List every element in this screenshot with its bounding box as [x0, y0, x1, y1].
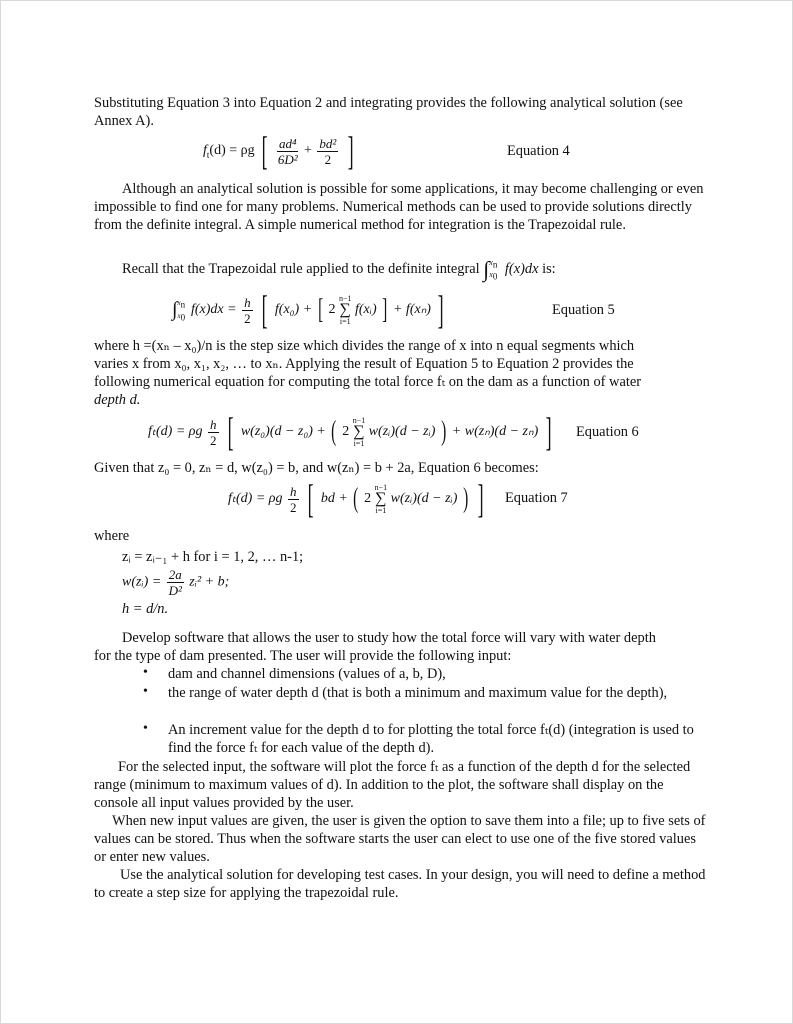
- def-h: h = d/n.: [122, 601, 169, 617]
- eq6-t0: w(z₀)(d − z₀) +: [240, 424, 326, 440]
- analytical-paragraph: Although an analytical solution is possible for some applications, it may become challenging or even impossible to find one for many problems. Numerical methods can be used to provide solutions directly from the definite integral. A simple numerical method for integration is the Trapezoidal rule.: [94, 181, 704, 233]
- eq4-lhs-arg: (d) = ρg: [209, 143, 255, 159]
- bullet-icon: •: [143, 721, 148, 736]
- recall-text-before: Recall that the Trapezoidal rule applied to the definite integral: [122, 260, 480, 277]
- recall-lower-sub: 0: [492, 271, 498, 282]
- eq5-f0: f(x₀) +: [274, 302, 313, 318]
- eq4-num1: ad⁴: [278, 135, 297, 151]
- def-z: zᵢ = zᵢ₋₁ + h for i = 1, 2, … n-1;: [122, 549, 304, 565]
- equation-5: $\int x_n$ $x_0$ f(x)dx = $\frac{h}{2}$ [ f(x₀) + [ 2 n−1 ∑ i=1 f(xᵢ) ] + f(xₙ) ]: [172, 287, 445, 332]
- def-w-den: D²: [168, 583, 182, 598]
- eq4-den2: 2: [324, 151, 332, 167]
- eq7-two-sum: 2: [364, 491, 372, 507]
- eq5-two-sum: 2: [328, 302, 336, 318]
- def-w-num: 2a: [168, 567, 182, 582]
- eq5-fi: f(xᵢ): [355, 302, 377, 318]
- eq6-ti: w(zᵢ)(d − zᵢ): [368, 424, 436, 440]
- eq7-t0: bd +: [320, 491, 348, 507]
- def-w: [122, 567, 229, 598]
- eq4-num2: bd²: [319, 135, 337, 151]
- eq5-sum-bot: i=1: [339, 317, 351, 326]
- equation-7-label: Equation 7: [505, 490, 568, 506]
- new-values-paragraph: When new input values are given, the user is given the option to save them into a file; up to five sets of values can be stored. Thus when the software starts the user can elect to use one of the five stored values or enter new values.: [94, 813, 706, 865]
- eq6-lhs: fₜ(d) = ρg: [148, 424, 203, 440]
- eq4-lhs-sub: t: [206, 150, 210, 161]
- equation-7: fₜ(d) = ρg $\frac{h}{2}$ [ bd + ( 2 n−1 ∑ i=1 w(zᵢ)(d − zᵢ) ) ]: [228, 476, 484, 521]
- bullet-icon: •: [143, 665, 148, 680]
- equation-4-label: Equation 4: [507, 143, 570, 159]
- bullet-item-3: An increment value for the depth d to for plotting the total force fₜ(d) (integration is used to find the force fₜ for each value of the depth d).: [168, 722, 694, 756]
- where-label: where: [94, 528, 130, 544]
- intro-paragraph: Substituting Equation 3 into Equation 2 and integrating provides the following analytical solution (see Annex A).: [94, 95, 683, 129]
- eq6-tn: + w(zₙ)(d − zₙ): [451, 424, 539, 440]
- eq7-h: h: [290, 483, 297, 499]
- where-h-line2: varies x from x₀, x₁, x₂, … to xₙ. Applying the result of Equation 5 to Equation 2 provides the: [94, 356, 634, 372]
- develop-line1: Develop software that allows the user to study how the total force will vary with water depth: [122, 630, 656, 646]
- recall-integrand: f(x)dx: [504, 260, 539, 277]
- bullet-item-2: the range of water depth d (that is both a minimum and maximum value for the depth),: [168, 685, 668, 701]
- eq6-sum-bot: i=1: [353, 439, 365, 448]
- develop-line2: for the type of dam presented. The user will provide the following input:: [94, 648, 512, 664]
- where-h-line4: depth d.: [94, 392, 141, 408]
- recall-lower: x: [489, 269, 493, 279]
- given-line: Given that z₀ = 0, zₙ = d, w(z₀) = b, and w(zₙ) = b + 2a, Equation 6 becomes:: [94, 460, 539, 476]
- eq6-two: 2: [210, 432, 217, 448]
- eq6-two-sum: 2: [342, 424, 350, 440]
- eq7-sum-top: n−1: [374, 483, 388, 492]
- equation-5-label: Equation 5: [552, 302, 615, 318]
- eq6-sum-top: n−1: [352, 416, 366, 425]
- eq4-plus: +: [303, 143, 312, 159]
- eq5-h: h: [244, 294, 251, 310]
- eq6-h: h: [210, 416, 217, 432]
- bullet-item-1: dam and channel dimensions (values of a, b, D),: [168, 666, 446, 682]
- analytical-test-paragraph: Use the analytical solution for developing test cases. In your design, you will need to define a method to create a step size for applying the trapezoidal rule.: [94, 867, 706, 901]
- eq4-den1: 6D²: [277, 151, 298, 167]
- eq7-lhs: fₜ(d) = ρg: [228, 491, 283, 507]
- eq5-fn: + f(xₙ): [392, 302, 431, 318]
- bullet-icon: •: [143, 684, 148, 699]
- def-w-lhs: w(zᵢ) =: [122, 574, 162, 590]
- equation-6: fₜ(d) = ρg $\frac{h}{2}$ [ w(z₀)(d − z₀) + ( 2 n−1 ∑ i=1 w(zᵢ)(d − zᵢ) ) + w(zₙ)(d − zₙ) ]: [148, 409, 552, 454]
- selected-paragraph: For the selected input, the software will plot the force fₜ as a function of the depth d for the selected range (minimum to maximum values of d). In addition to the plot, the software shall display on the console all input values provided by the user.: [94, 759, 691, 811]
- recall-upper-sub: n: [492, 259, 498, 270]
- eq5-two: 2: [244, 310, 251, 326]
- recall-upper: x: [489, 258, 493, 267]
- where-h-line1: where h =(xₙ – x₀)/n is the step size which divides the range of x into n equal segments which: [94, 338, 635, 354]
- equation-6-label: Equation 6: [576, 424, 639, 440]
- eq7-sum-bot: i=1: [375, 506, 387, 515]
- equation-4: $f_t(d) = \rho g$ [ $\frac{\text{ad⁴}}{\text{6D²}}$ + $\frac{\text{bd²}}{2}$ ]: [203, 128, 354, 173]
- eq5-sum-top: n−1: [338, 294, 352, 303]
- eq7-two: 2: [290, 499, 297, 515]
- recall-text-after: is:: [542, 260, 556, 277]
- def-w-rhs: zᵢ² + b;: [189, 574, 230, 590]
- recall-line: Recall that the Trapezoidal rule applied to the definite integral $\int x_n$ $x_0$ f(x)dx is:: [122, 256, 556, 282]
- eq5-lhs: f(x)dx =: [190, 302, 237, 318]
- eq4-lhs: f: [203, 143, 207, 159]
- eq7-ti: w(zᵢ)(d − zᵢ): [390, 491, 458, 507]
- where-h-line3: following numerical equation for computing the total force fₜ on the dam as a function of water: [94, 374, 642, 390]
